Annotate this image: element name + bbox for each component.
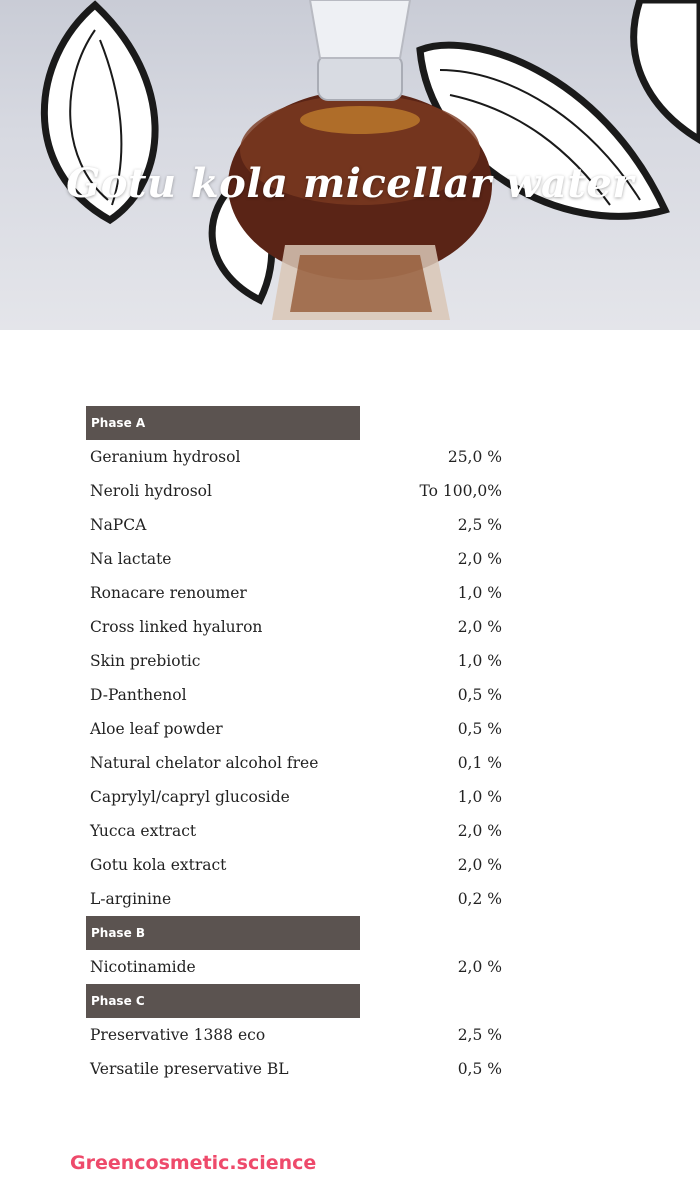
- table-row: [86, 1018, 506, 1052]
- site-link[interactable]: Greencosmetic.science: [70, 1152, 317, 1174]
- ingredient-name: Aloe leaf powder: [90, 720, 223, 738]
- table-row: [86, 746, 506, 780]
- ingredient-name: Cross linked hyaluron: [90, 618, 263, 636]
- ingredient-name: Versatile preservative BL: [90, 1060, 289, 1078]
- table-row: [86, 474, 506, 508]
- page-title: Gotu kola micellar water: [66, 160, 634, 207]
- table-row: [86, 1052, 506, 1086]
- table-row: [86, 508, 506, 542]
- ingredient-amount: 0,5 %: [457, 686, 502, 704]
- ingredient-amount: 0,1 %: [457, 754, 502, 772]
- ingredient-amount: 1,0 %: [457, 652, 502, 670]
- ingredient-name: D-Panthenol: [90, 686, 187, 704]
- hero-image: [0, 0, 700, 330]
- ingredient-name: Preservative 1388 eco: [90, 1026, 266, 1044]
- phase-c-header: Phase C: [86, 984, 360, 1018]
- ingredient-amount: 1,0 %: [457, 584, 502, 602]
- ingredient-name: Gotu kola extract: [90, 856, 227, 874]
- table-row: [86, 882, 506, 916]
- table-row: [86, 440, 506, 474]
- ingredient-name: L-arginine: [90, 890, 172, 908]
- ingredient-amount: 2,5 %: [457, 516, 502, 534]
- ingredient-amount: 25,0 %: [447, 448, 502, 466]
- phase-b-header: Phase B: [86, 916, 360, 950]
- table-row: [86, 542, 506, 576]
- phase-a-header: Phase A: [86, 406, 360, 440]
- ingredient-amount: 1,0 %: [457, 788, 502, 806]
- ingredient-name: NaPCA: [90, 516, 147, 534]
- table-row: [86, 780, 506, 814]
- ingredient-name: Geranium hydrosol: [90, 448, 241, 466]
- table-row: [86, 644, 506, 678]
- ingredient-amount: 2,0 %: [457, 550, 502, 568]
- ingredient-amount: 2,0 %: [457, 618, 502, 636]
- table-row: [86, 848, 506, 882]
- ingredient-amount: 0,5 %: [457, 720, 502, 738]
- ingredient-amount: 0,5 %: [457, 1060, 502, 1078]
- ingredient-name: Nicotinamide: [90, 958, 196, 976]
- ingredient-name: Na lactate: [90, 550, 172, 568]
- recipe-table: [86, 406, 506, 1086]
- ingredient-name: Caprylyl/capryl glucoside: [90, 788, 290, 806]
- ingredient-name: Ronacare renoumer: [90, 584, 247, 602]
- ingredient-amount: To 100,0%: [419, 482, 502, 500]
- ingredient-amount: 2,0 %: [457, 822, 502, 840]
- table-row: [86, 712, 506, 746]
- ingredient-name: Skin prebiotic: [90, 652, 201, 670]
- table-row: [86, 950, 506, 984]
- ingredient-amount: 0,2 %: [457, 890, 502, 908]
- ingredient-amount: 2,5 %: [457, 1026, 502, 1044]
- ingredient-name: Yucca extract: [90, 822, 197, 840]
- table-row: [86, 576, 506, 610]
- ingredient-name: Natural chelator alcohol free: [90, 754, 319, 772]
- table-row: [86, 678, 506, 712]
- ingredient-amount: 2,0 %: [457, 856, 502, 874]
- ingredient-name: Neroli hydrosol: [90, 482, 212, 500]
- table-row: [86, 610, 506, 644]
- table-row: [86, 814, 506, 848]
- ingredient-amount: 2,0 %: [457, 958, 502, 976]
